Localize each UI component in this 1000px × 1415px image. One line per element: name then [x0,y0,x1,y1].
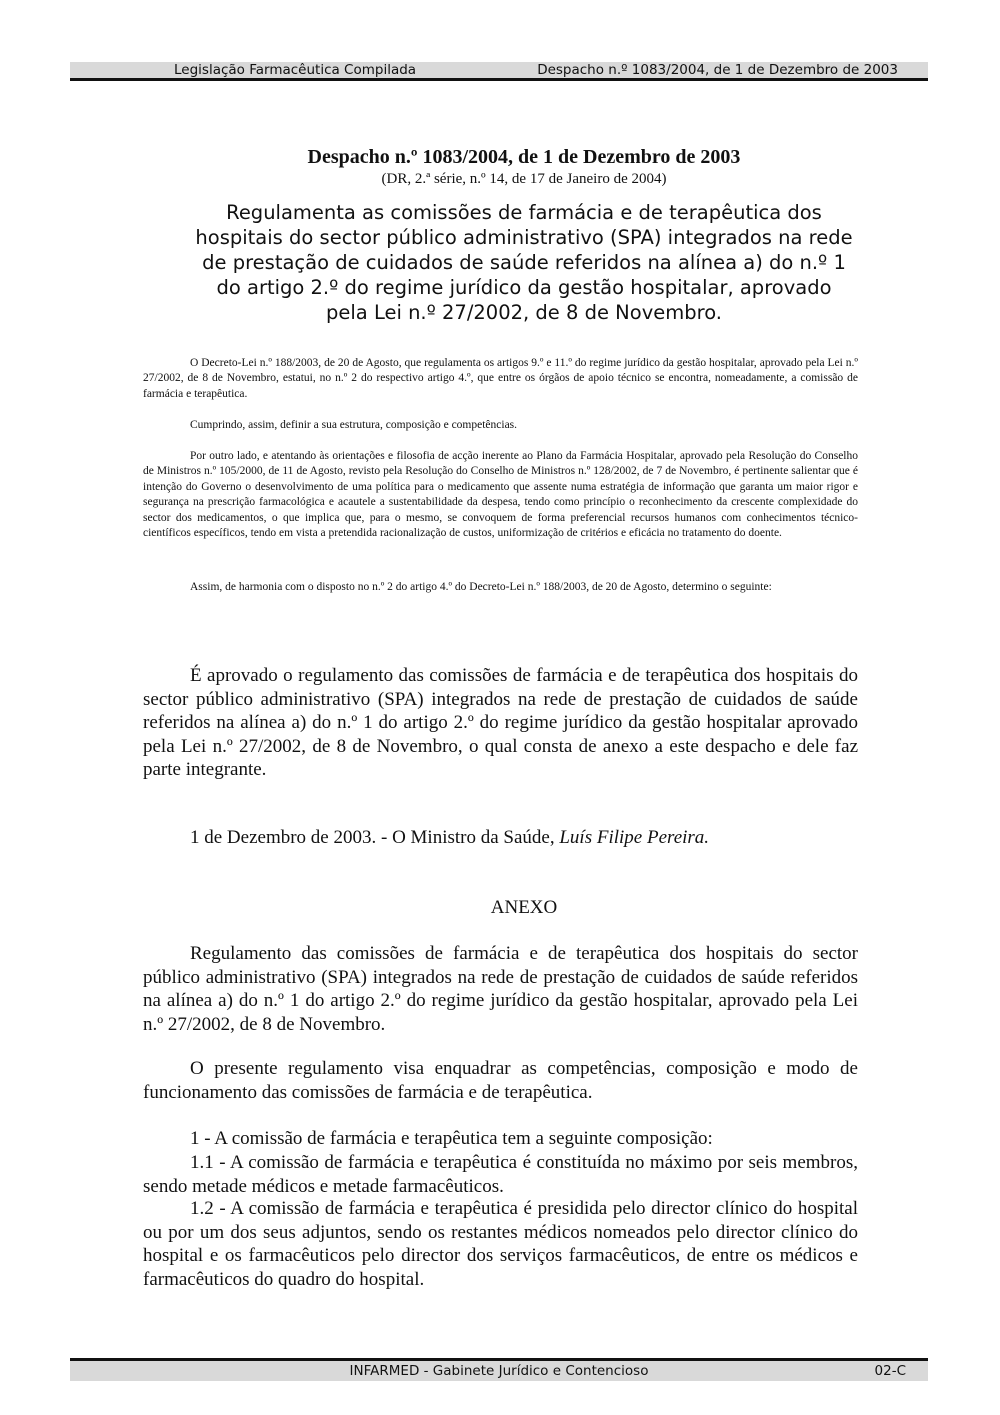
signature-name: Luís Filipe Pereira. [559,827,710,848]
annex-paragraph: 1.2 - A comissão de farmácia e terapêutica é presidida pelo director clínico do hospital ou por um dos seus adjuntos, sendo os restantes médicos nomeados pelo director clínico do hospital e os farmacêuticos pelo director dos serviços farmacêuticos, de entre os médicos e farmacêuticos do quadro do hospital. [143,1198,858,1290]
signature-date: 1 de Dezembro de 2003. - O Ministro da Saúde, [190,827,560,848]
page-number: 02-C [874,1363,906,1379]
footer-center-text: INFARMED - Gabinete Jurídico e Contencioso [349,1363,649,1379]
preamble-paragraph: Por outro lado, e atentando às orientações e filosofia de acção inerente ao Plano da Farmácia Hospitalar, aprovado pela Resolução do Conselho de Ministros n.º 105/2000, de 11 de Agosto, revisto pela Resolução do Conselho de Ministros n.º 128/2002, de 7 de Novembro, é pertinente salientar que é intenção do Governo o desenvolvimento de uma política para o medicamento que assente numa estratégia de informação que garanta um maior rigor e segurança na prescrição farmacológica e acautele a sustentabilidade da despesa, tendo como princípio o reconhecimento da crescente complexidade do sector dos medicamentos, o que implica que, para o mesmo, se convoquem de forma preferencial recursos humanos com conhecimentos técnico-científicos específicos, tendo em vista a pretendida racionalização de custos, uniformização de critérios e eficácia no tratamento do doente. [143,450,858,540]
page-header [70,62,928,81]
annex-paragraph: O presente regulamento visa enquadrar as competências, composição e modo de funcionamento das comissões de farmácia e de terapêutica. [143,1058,858,1103]
page-footer [70,1358,928,1381]
document-subtitle: (DR, 2.ª série, n.º 14, de 17 de Janeiro de 2004) [381,171,667,187]
header-right-text: Despacho n.º 1083/2004, de 1 de Dezembro de 2003 [537,62,898,78]
preamble-paragraph: O Decreto-Lei n.º 188/2003, de 20 de Agosto, que regulamenta os artigos 9.º e 11.º do regime jurídico da gestão hospitalar, aprovado pela Lei n.º 27/2002, de 8 de Novembro, estatui, no n.º 2 do respectivo artigo 4.º, que entre os órgãos de apoio técnico se encontra, nomeadamente, a comissão de farmácia e terapêutica. [143,357,858,400]
annex-paragraph: Regulamento das comissões de farmácia e de terapêutica dos hospitais do sector público administrativo (SPA) integrados na rede de prestação de cuidados de saúde referidos na alínea a) do n.º 1 do artigo 2.º do regime jurídico da gestão hospitalar, aprovado pela Lei n.º 27/2002, de 8 de Novembro. [143,943,858,1035]
preamble-paragraph: Cumprindo, assim, definir a sua estrutura, composição e competências. [190,419,518,431]
approval-paragraph: É aprovado o regulamento das comissões de farmácia e de terapêutica dos hospitais do sector público administrativo (SPA) integrados na rede de prestação de cuidados de saúde referidos na alínea a) do n.º 1 do artigo 2.º do regime jurídico da gestão hospitalar aprovado pela Lei n.º 27/2002, de 8 de Novembro, o qual consta de anexo a este despacho e dele faz parte integrante. [143,665,858,780]
header-left-text: Legislação Farmacêutica Compilada [174,62,417,78]
preamble-paragraph: Assim, de harmonia com o disposto no n.º 2 do artigo 4.º do Decreto-Lei n.º 188/2003, de 20 de Agosto, determino o seguinte: [190,581,772,593]
annex-paragraph: 1.1 - A comissão de farmácia e terapêutica é constituída no máximo por seis membros, sendo metade médicos e metade farmacêuticos. [143,1152,858,1197]
annex-heading: ANEXO [490,897,558,918]
document-summary: Regulamenta as comissões de farmácia e de terapêutica dos hospitais do sector público administrativo (SPA) integrados na rede de prestação de cuidados de saúde referidos na alínea a) do n.º 1 do artigo 2.º do regime jurídico da gestão hospitalar, aprovado pela Lei n.º 27/2002, de 8 de Novembro. [195,201,853,324]
signature-line [190,826,709,850]
document-title: Despacho n.º 1083/2004, de 1 de Dezembro de 2003 [307,146,741,168]
annex-paragraph: 1 - A comissão de farmácia e terapêutica tem a seguinte composição: [190,1128,713,1149]
